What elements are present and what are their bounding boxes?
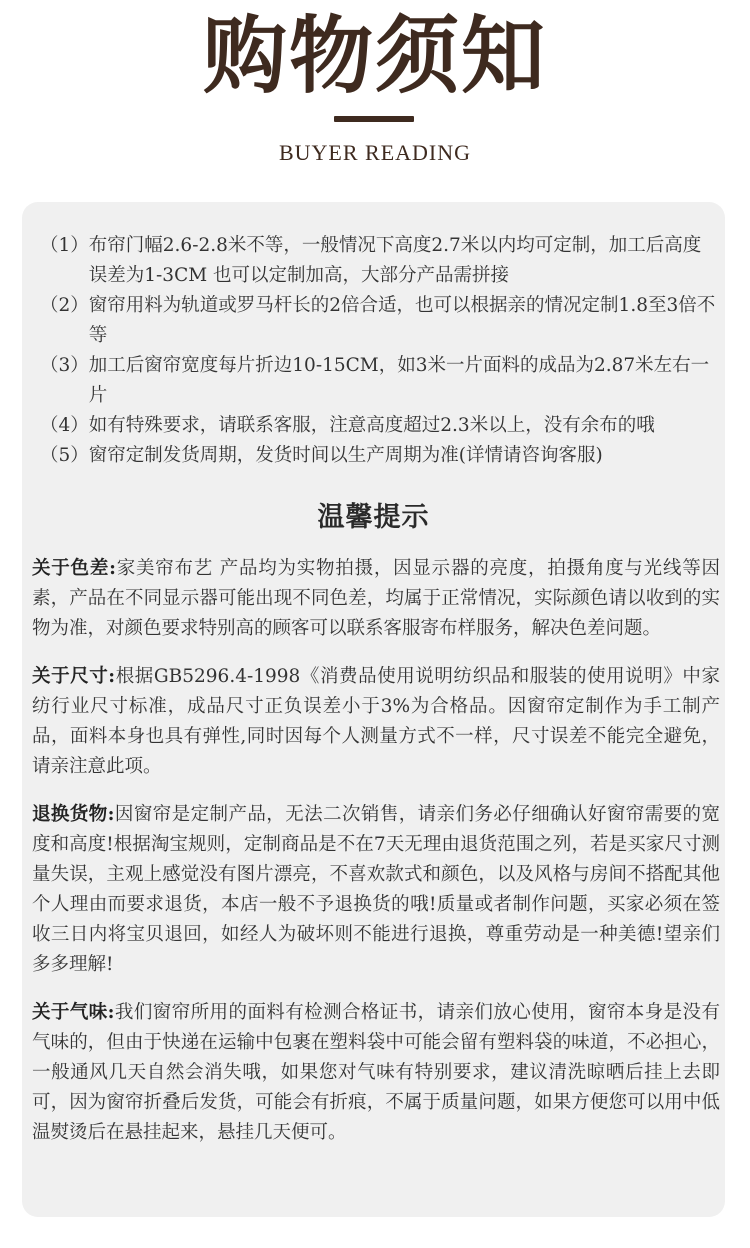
list-item xyxy=(40,351,716,411)
list-item xyxy=(40,411,716,441)
list-item-text: 布帘门幅2.6-2.8米不等，一般情况下高度2.7米以内均可定制，加工后高度误差为1-3CM 也可以定制加高，大部分产品需拼接 xyxy=(88,235,702,286)
notice-text: 我们窗帘所用的面料有检测合格证书，请亲们放心使用，窗帘本身是没有气味的，但由于快递在运输中包裹在塑料袋中可能会留有塑料袋的味道，不必担心，一般通风几天自然会消失哦，如果您对气味有特别要求，建议清洗晾晒后挂上去即可，因为窗帘折叠后发货，可能会有折痕，不属于质量问题，如果方便您可以用中低温熨烫后在悬挂起来，悬挂几天便可。 xyxy=(32,1002,720,1143)
notice-section xyxy=(32,554,720,1166)
list-item-number: （4） xyxy=(40,415,89,436)
page-subtitle: BUYER READING xyxy=(278,140,472,165)
title-divider xyxy=(334,116,414,122)
notice-text: 根据GB5296.4-1998《消费品使用说明纺织品和服装的使用说明》中家纺行业尺寸标准，成品尺寸正负误差小于3%为合格品。因窗帘定制作为手工制产品，面料本身也具有弹性,同时因每个人测量方式不一样，尺寸误差不能完全避免，请亲注意此项。 xyxy=(32,666,720,777)
list-item-number: （5） xyxy=(40,445,89,466)
notice-label: 退换货物: xyxy=(32,804,115,825)
info-panel xyxy=(22,202,725,1217)
notice-odor xyxy=(32,998,720,1148)
list-item-text: 加工后窗帘宽度每片折边10-15CM，如3米一片面料的成品为2.87米左右一片 xyxy=(88,355,710,406)
list-item-text: 窗帘定制发货周期，发货时间以生产周期为准(详情请咨询客服) xyxy=(88,445,603,466)
notice-label: 关于尺寸: xyxy=(32,666,116,687)
notice-label: 关于气味: xyxy=(32,1002,115,1023)
notice-returns xyxy=(32,800,720,980)
list-item-number: （2） xyxy=(40,295,89,316)
page-title: 购物须知 xyxy=(202,6,547,105)
notice-heading: 温馨提示 xyxy=(317,502,430,533)
list-item-number: （3） xyxy=(40,355,89,376)
list-item xyxy=(40,441,716,471)
notice-label: 关于色差: xyxy=(32,558,116,579)
notice-text: 因窗帘是定制产品，无法二次销售，请亲们务必仔细确认好窗帘需要的宽度和高度!根据淘宝规则，定制商品是不在7天无理由退货范围之列，若是买家尺寸测量失误，主观上感觉没有图片漂亮，不喜欢款式和颜色，以及风格与房间不搭配其他个人理由而要求退货，本店一般不予退换货的哦!质量或者制作问题，买家必须在签收三日内将宝贝退回，如经人为破坏则不能进行退换，尊重劳动是一种美德!望亲们多多理解! xyxy=(32,804,720,975)
notice-size xyxy=(32,662,720,782)
list-item xyxy=(40,291,716,351)
shopping-notes-list xyxy=(40,231,716,471)
list-item-number: （1） xyxy=(40,235,89,256)
list-item-text: 如有特殊要求，请联系客服，注意高度超过2.3米以上，没有余布的哦 xyxy=(88,415,655,436)
notice-text: 家美帘布艺 产品均为实物拍摄，因显示器的亮度，拍摄角度与光线等因素，产品在不同显示器可能出现不同色差，均属于正常情况，实际颜色请以收到的实物为准，对颜色要求特别高的顾客可以联系客服寄布样服务，解决色差问题。 xyxy=(32,558,720,639)
list-item xyxy=(40,231,716,291)
list-item-text: 窗帘用料为轨道或罗马杆长的2倍合适，也可以根据亲的情况定制1.8至3倍不等 xyxy=(88,295,716,346)
notice-color-difference xyxy=(32,554,720,644)
